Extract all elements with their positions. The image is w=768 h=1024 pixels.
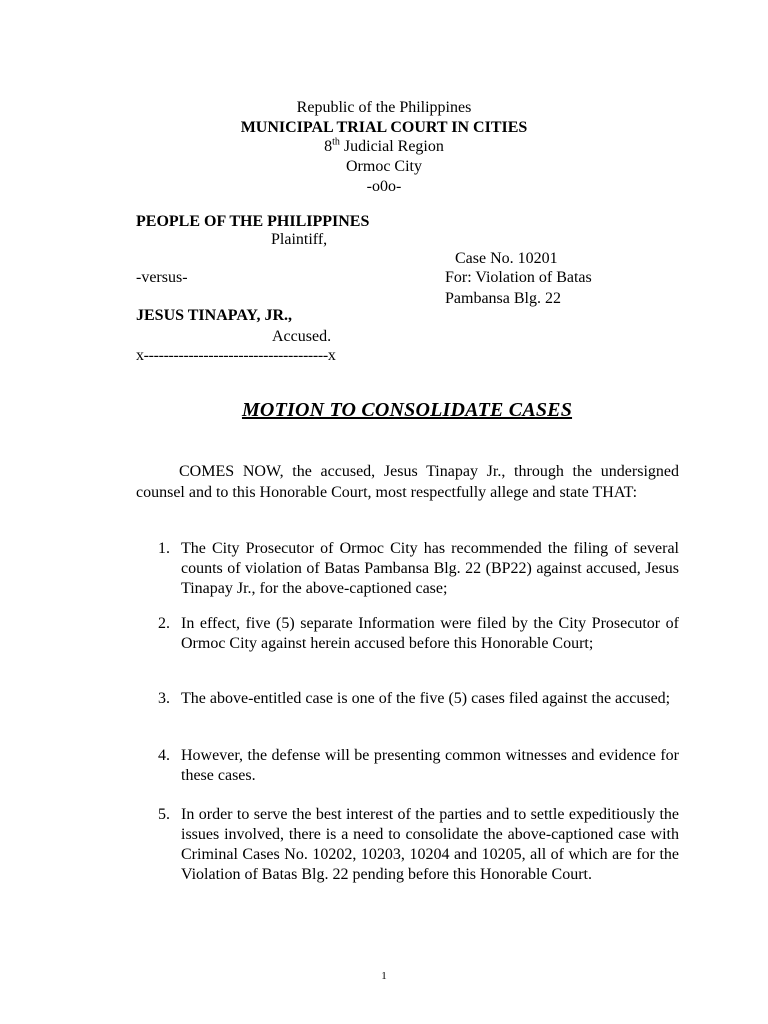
list-item-text: The City Prosecutor of Ormoc City has recommended the filing of several counts of violation of Batas Pambansa Blg. 22 (BP22) against accused, Jesus Tinapay Jr., for the above-captioned case; — [181, 540, 679, 597]
accused-name: JESUS TINAPAY, JR., — [136, 307, 293, 324]
list-item-number: 5. — [158, 806, 170, 823]
region-number: 8 — [324, 138, 333, 155]
region-text: Judicial Region — [339, 138, 444, 155]
page-number: 1 — [381, 970, 387, 982]
judicial-region — [0, 137, 768, 157]
plaintiff-role: Plaintiff, — [271, 231, 328, 248]
list-item-number: 1. — [158, 540, 170, 557]
case-number: Case No. 10201 — [455, 250, 558, 267]
court-name: MUNICIPAL TRIAL COURT IN CITIES — [240, 119, 528, 136]
caption-separator: x-------------------------------------x — [136, 347, 336, 364]
list-item-number: 2. — [158, 615, 170, 632]
list-item-number: 4. — [158, 747, 170, 764]
list-item-text: In effect, five (5) separate Information were filed by the City Prosecutor of Ormoc City against herein accused before this Honorable Court; — [181, 615, 679, 652]
plaintiff-name: PEOPLE OF THE PHILIPPINES — [136, 213, 370, 230]
accused-role: Accused. — [272, 328, 332, 345]
list-item — [136, 614, 679, 654]
republic-line: Republic of the Philippines — [296, 99, 472, 116]
list-item — [136, 539, 679, 599]
versus-label: -versus- — [136, 269, 188, 286]
list-item-number: 3. — [158, 690, 170, 707]
violation-line-2: Pambansa Blg. 22 — [445, 290, 561, 307]
violation-line-1: For: Violation of Batas — [445, 269, 592, 286]
list-item — [136, 746, 679, 786]
list-item-text: However, the defense will be presenting common witnesses and evidence for these cases. — [181, 747, 679, 784]
intro-paragraph: COMES NOW, the accused, Jesus Tinapay Jr., through the undersigned counsel and to this Honorable Court, most respectfully allege and state THAT: — [136, 463, 679, 501]
city-line: Ormoc City — [346, 158, 422, 175]
list-item — [136, 805, 679, 885]
list-item-text: The above-entitled case is one of the five (5) cases filed against the accused; — [181, 690, 671, 707]
ornament: -o0o- — [366, 178, 402, 195]
list-item — [136, 689, 679, 709]
motion-title: MOTION TO CONSOLIDATE CASES — [241, 399, 573, 421]
list-item-text: In order to serve the best interest of the parties and to settle expeditiously the issues involved, there is a need to consolidate the above-captioned case with Criminal Cases No. 10202, 10203, 10204 and 10205, all of which are for the Violation of Batas Blg. 22 pending before this Honorable Court. — [181, 806, 679, 883]
region-suffix: th — [332, 136, 340, 148]
